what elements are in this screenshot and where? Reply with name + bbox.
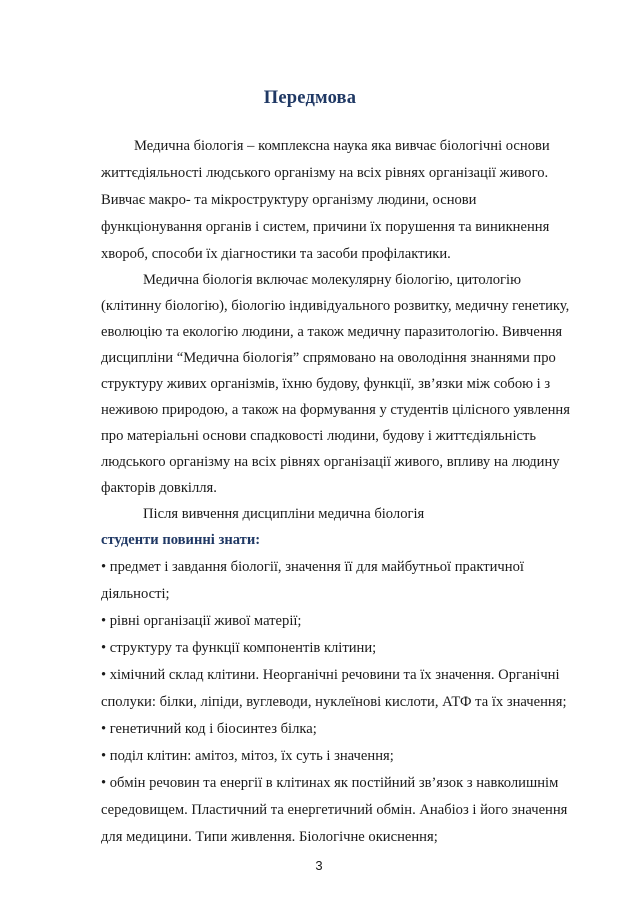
list-item-continuation: сполуки: білки, ліпіди, вуглеводи, нуклеїнові кислоти, АТФ та їх значення;: [101, 694, 567, 710]
list-item-continuation: середовищем. Пластичний та енергетичний обмін. Анабіоз і його значення: [101, 802, 568, 818]
list-item: • обмін речовин та енергії в клітинах як постійний зв’язок з навколишнім: [101, 775, 559, 791]
paragraph-2-line: факторів довкілля.: [101, 480, 217, 496]
paragraph-1-line: життєдіяльності людського організму на всіх рівнях організації живого.: [101, 165, 549, 181]
paragraph-2-line: еволюцію та екологію людини, а також медичну паразитологію. Вивчення: [101, 324, 563, 340]
paragraph-1-line: Вивчає макро- та мікроструктуру організму людини, основи: [101, 192, 477, 208]
list-item: • хімічний склад клітини. Неорганічні речовини та їх значення. Органічні: [101, 667, 560, 683]
paragraph-2-line: (клітинну біологію), біологію індивідуального розвитку, медичну генетику,: [101, 298, 570, 314]
paragraph-2-line: Медична біологія включає молекулярну біологію, цитологію: [143, 272, 522, 288]
list-item: • предмет і завдання біології, значення її для майбутньої практичної: [101, 559, 524, 575]
paragraph-1-line: хвороб, способи їх діагностики та засоби профілактики.: [101, 246, 451, 262]
list-item: • структуру та функції компонентів клітини;: [101, 640, 377, 656]
paragraph-2-line: дисципліни “Медична біологія” спрямовано на оволодіння знаннями про: [101, 350, 556, 366]
page-number: 3: [315, 858, 323, 873]
list-item: • генетичний код і біосинтез білка;: [101, 721, 317, 737]
list-item: • поділ клітин: амітоз, мітоз, їх суть і значення;: [101, 748, 394, 764]
paragraph-1-line: функціонування органів і систем, причини їх порушення та виникнення: [101, 219, 550, 235]
list-item: • рівні організації живої матерії;: [101, 613, 302, 629]
list-item-continuation: діяльності;: [101, 586, 170, 602]
paragraph-2-line: неживою природою, а також на формування у студентів цілісного уявлення: [101, 402, 570, 418]
page-title: Передмова: [263, 88, 357, 108]
subheading: студенти повинні знати:: [101, 532, 261, 548]
paragraph-2-line: структуру живих організмів, їхню будову, функції, зв’язки між собою і з: [101, 376, 551, 392]
paragraph-2-line: людського організму на всіх рівнях організації живого, впливу на людину: [101, 454, 560, 470]
paragraph-3-line: Після вивчення дисципліни медична біологія: [143, 506, 425, 522]
paragraph-1-line: Медична біологія – комплексна наука яка вивчає біологічні основи: [134, 138, 550, 154]
list-item-continuation: для медицини. Типи живлення. Біологічне окиснення;: [101, 829, 438, 845]
paragraph-2-line: про матеріальні основи спадковості людини, будову і життєдіяльність: [101, 428, 537, 444]
